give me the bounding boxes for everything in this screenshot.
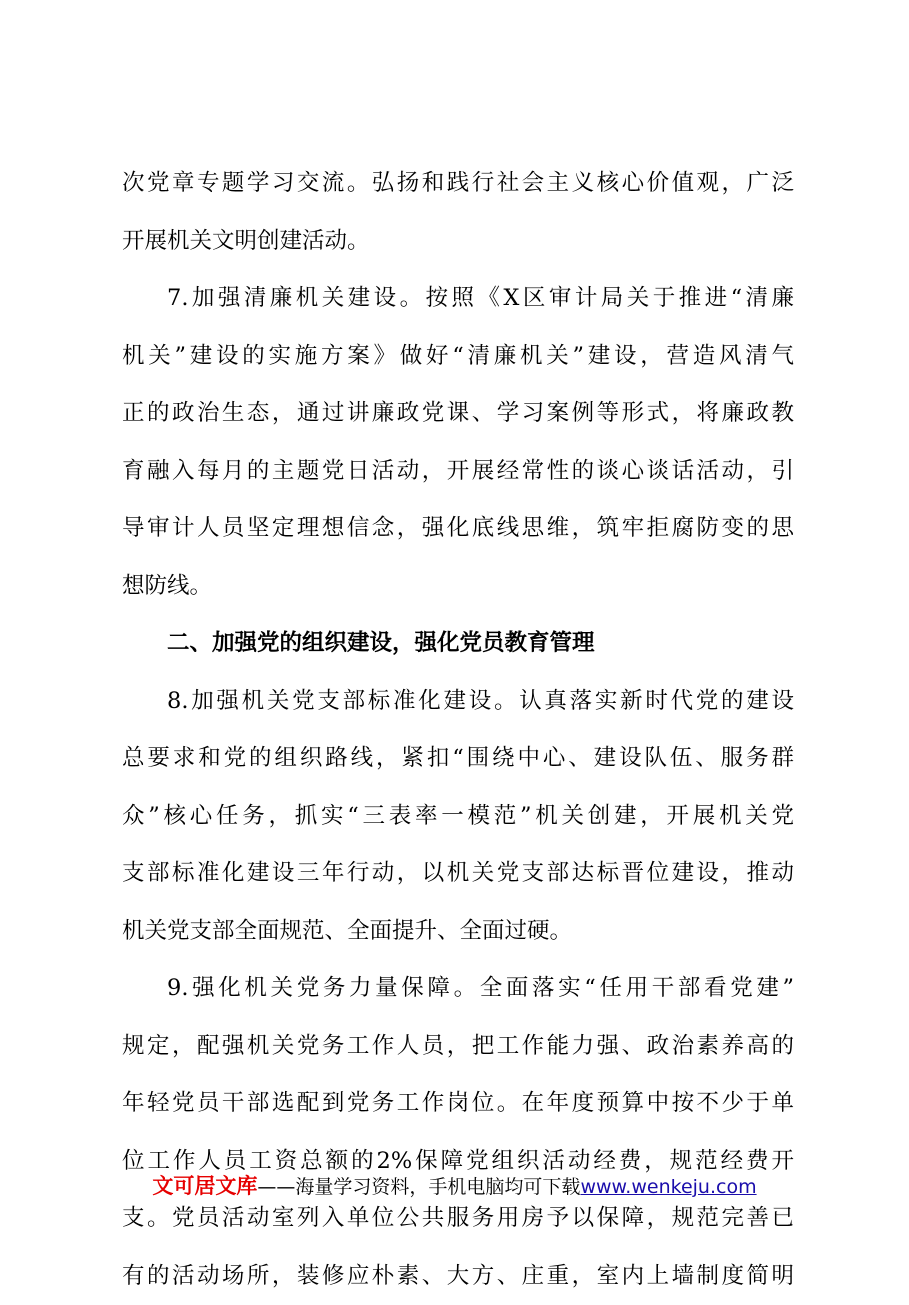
document-body — [122, 155, 794, 1305]
text-line: 总要求和党的组织路线，紧扣“围绕中心、建设队伍、服务群 — [122, 730, 794, 788]
section-heading: 二、加强党的组织建设，强化党员教育管理 — [122, 615, 794, 673]
text-line: 开展机关文明创建活动。 — [122, 213, 794, 271]
footer-banner — [0, 1172, 909, 1201]
text-line: 次党章专题学习交流。弘扬和践行社会主义核心价值观，广泛 — [122, 155, 794, 213]
text-line: 有的活动场所，装修应朴素、大方、庄重，室内上墙制度简明 — [122, 1248, 794, 1305]
footer-tagline: ——海量学习资料，手机电脑均可下载 — [257, 1176, 580, 1198]
text-line: 想防线。 — [122, 558, 794, 616]
text-line: 机关党支部全面规范、全面提升、全面过硬。 — [122, 903, 794, 961]
text-line: 正的政治生态，通过讲廉政党课、学习案例等形式，将廉政教 — [122, 385, 794, 443]
paragraph-7-first-line: 7.加强清廉机关建设。按照《X区审计局关于推进“清廉 — [122, 270, 794, 328]
paragraph-9-first-line: 9.强化机关党务力量保障。全面落实“任用干部看党建” — [122, 960, 794, 1018]
text-line: 机关”建设的实施方案》做好“清廉机关”建设，营造风清气 — [122, 328, 794, 386]
footer-brand: 文可居文库 — [152, 1174, 257, 1198]
paragraph-8-first-line: 8.加强机关党支部标准化建设。认真落实新时代党的建设 — [122, 673, 794, 731]
text-line: 导审计人员坚定理想信念，强化底线思维，筑牢拒腐防变的思 — [122, 500, 794, 558]
text-line: 规定，配强机关党务工作人员，把工作能力强、政治素养高的 — [122, 1018, 794, 1076]
text-line: 育融入每月的主题党日活动，开展经常性的谈心谈话活动，引 — [122, 443, 794, 501]
text-line: 位工作人员工资总额的2%保障党组织活动经费，规范经费开 — [122, 1133, 794, 1191]
text-line: 众”核心任务，抓实“三表率一模范”机关创建，开展机关党 — [122, 788, 794, 846]
text-line: 支。党员活动室列入单位公共服务用房予以保障，规范完善已 — [122, 1190, 794, 1248]
footer-url-link[interactable]: www.wenkeju.com — [580, 1176, 756, 1198]
text-line: 支部标准化建设三年行动，以机关党支部达标晋位建设，推动 — [122, 845, 794, 903]
text-line: 年轻党员干部选配到党务工作岗位。在年度预算中按不少于单 — [122, 1075, 794, 1133]
